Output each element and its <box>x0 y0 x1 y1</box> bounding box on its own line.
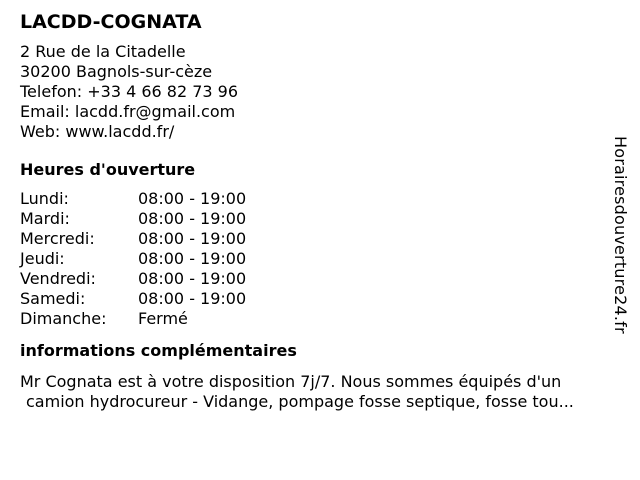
hours-day: Mercredi: <box>20 229 95 248</box>
hours-day: Samedi: <box>20 289 86 308</box>
info-line: Mr Cognata est à votre disposition 7j/7. Nous sommes équipés d'un <box>20 372 562 391</box>
additional-info-title: informations complémentaires <box>20 341 297 360</box>
phone-number[interactable]: Telefon: +33 4 66 82 73 96 <box>20 82 239 101</box>
hours-day: Mardi: <box>20 209 70 228</box>
hours-time: 08:00 - 19:00 <box>138 189 247 208</box>
opening-hours-title: Heures d'ouverture <box>20 160 196 179</box>
hours-time: 08:00 - 19:00 <box>138 209 247 228</box>
business-card <box>20 10 610 412</box>
hours-row-thursday <box>20 249 610 269</box>
hours-time: 08:00 - 19:00 <box>138 269 247 288</box>
hours-row-tuesday <box>20 209 610 229</box>
info-line: camion hydrocureur - Vidange, pompage fosse septique, fosse tou... <box>26 392 574 411</box>
hours-row-saturday <box>20 289 610 309</box>
email-address[interactable]: Email: lacdd.fr@gmail.com <box>20 102 236 121</box>
street-address: 2 Rue de la Citadelle <box>20 42 186 61</box>
hours-row-monday <box>20 189 610 209</box>
hours-time: 08:00 - 19:00 <box>138 229 247 248</box>
city-address: 30200 Bagnols-sur-cèze <box>20 62 213 81</box>
hours-day: Jeudi: <box>20 249 65 268</box>
hours-day: Dimanche: <box>20 309 107 328</box>
brand-watermark: Horairesdouverture24.fr <box>611 136 630 334</box>
hours-row-wednesday <box>20 229 610 249</box>
hours-time: Fermé <box>138 309 188 328</box>
business-name: LACDD-COGNATA <box>20 11 202 33</box>
hours-row-friday <box>20 269 610 289</box>
additional-info-text <box>20 372 630 412</box>
contact-block <box>20 42 610 142</box>
website-link[interactable]: Web: www.lacdd.fr/ <box>20 122 175 141</box>
hours-day: Lundi: <box>20 189 69 208</box>
hours-day: Vendredi: <box>20 269 96 288</box>
opening-hours-table <box>20 189 610 329</box>
hours-row-sunday <box>20 309 610 329</box>
hours-time: 08:00 - 19:00 <box>138 289 247 308</box>
hours-time: 08:00 - 19:00 <box>138 249 247 268</box>
